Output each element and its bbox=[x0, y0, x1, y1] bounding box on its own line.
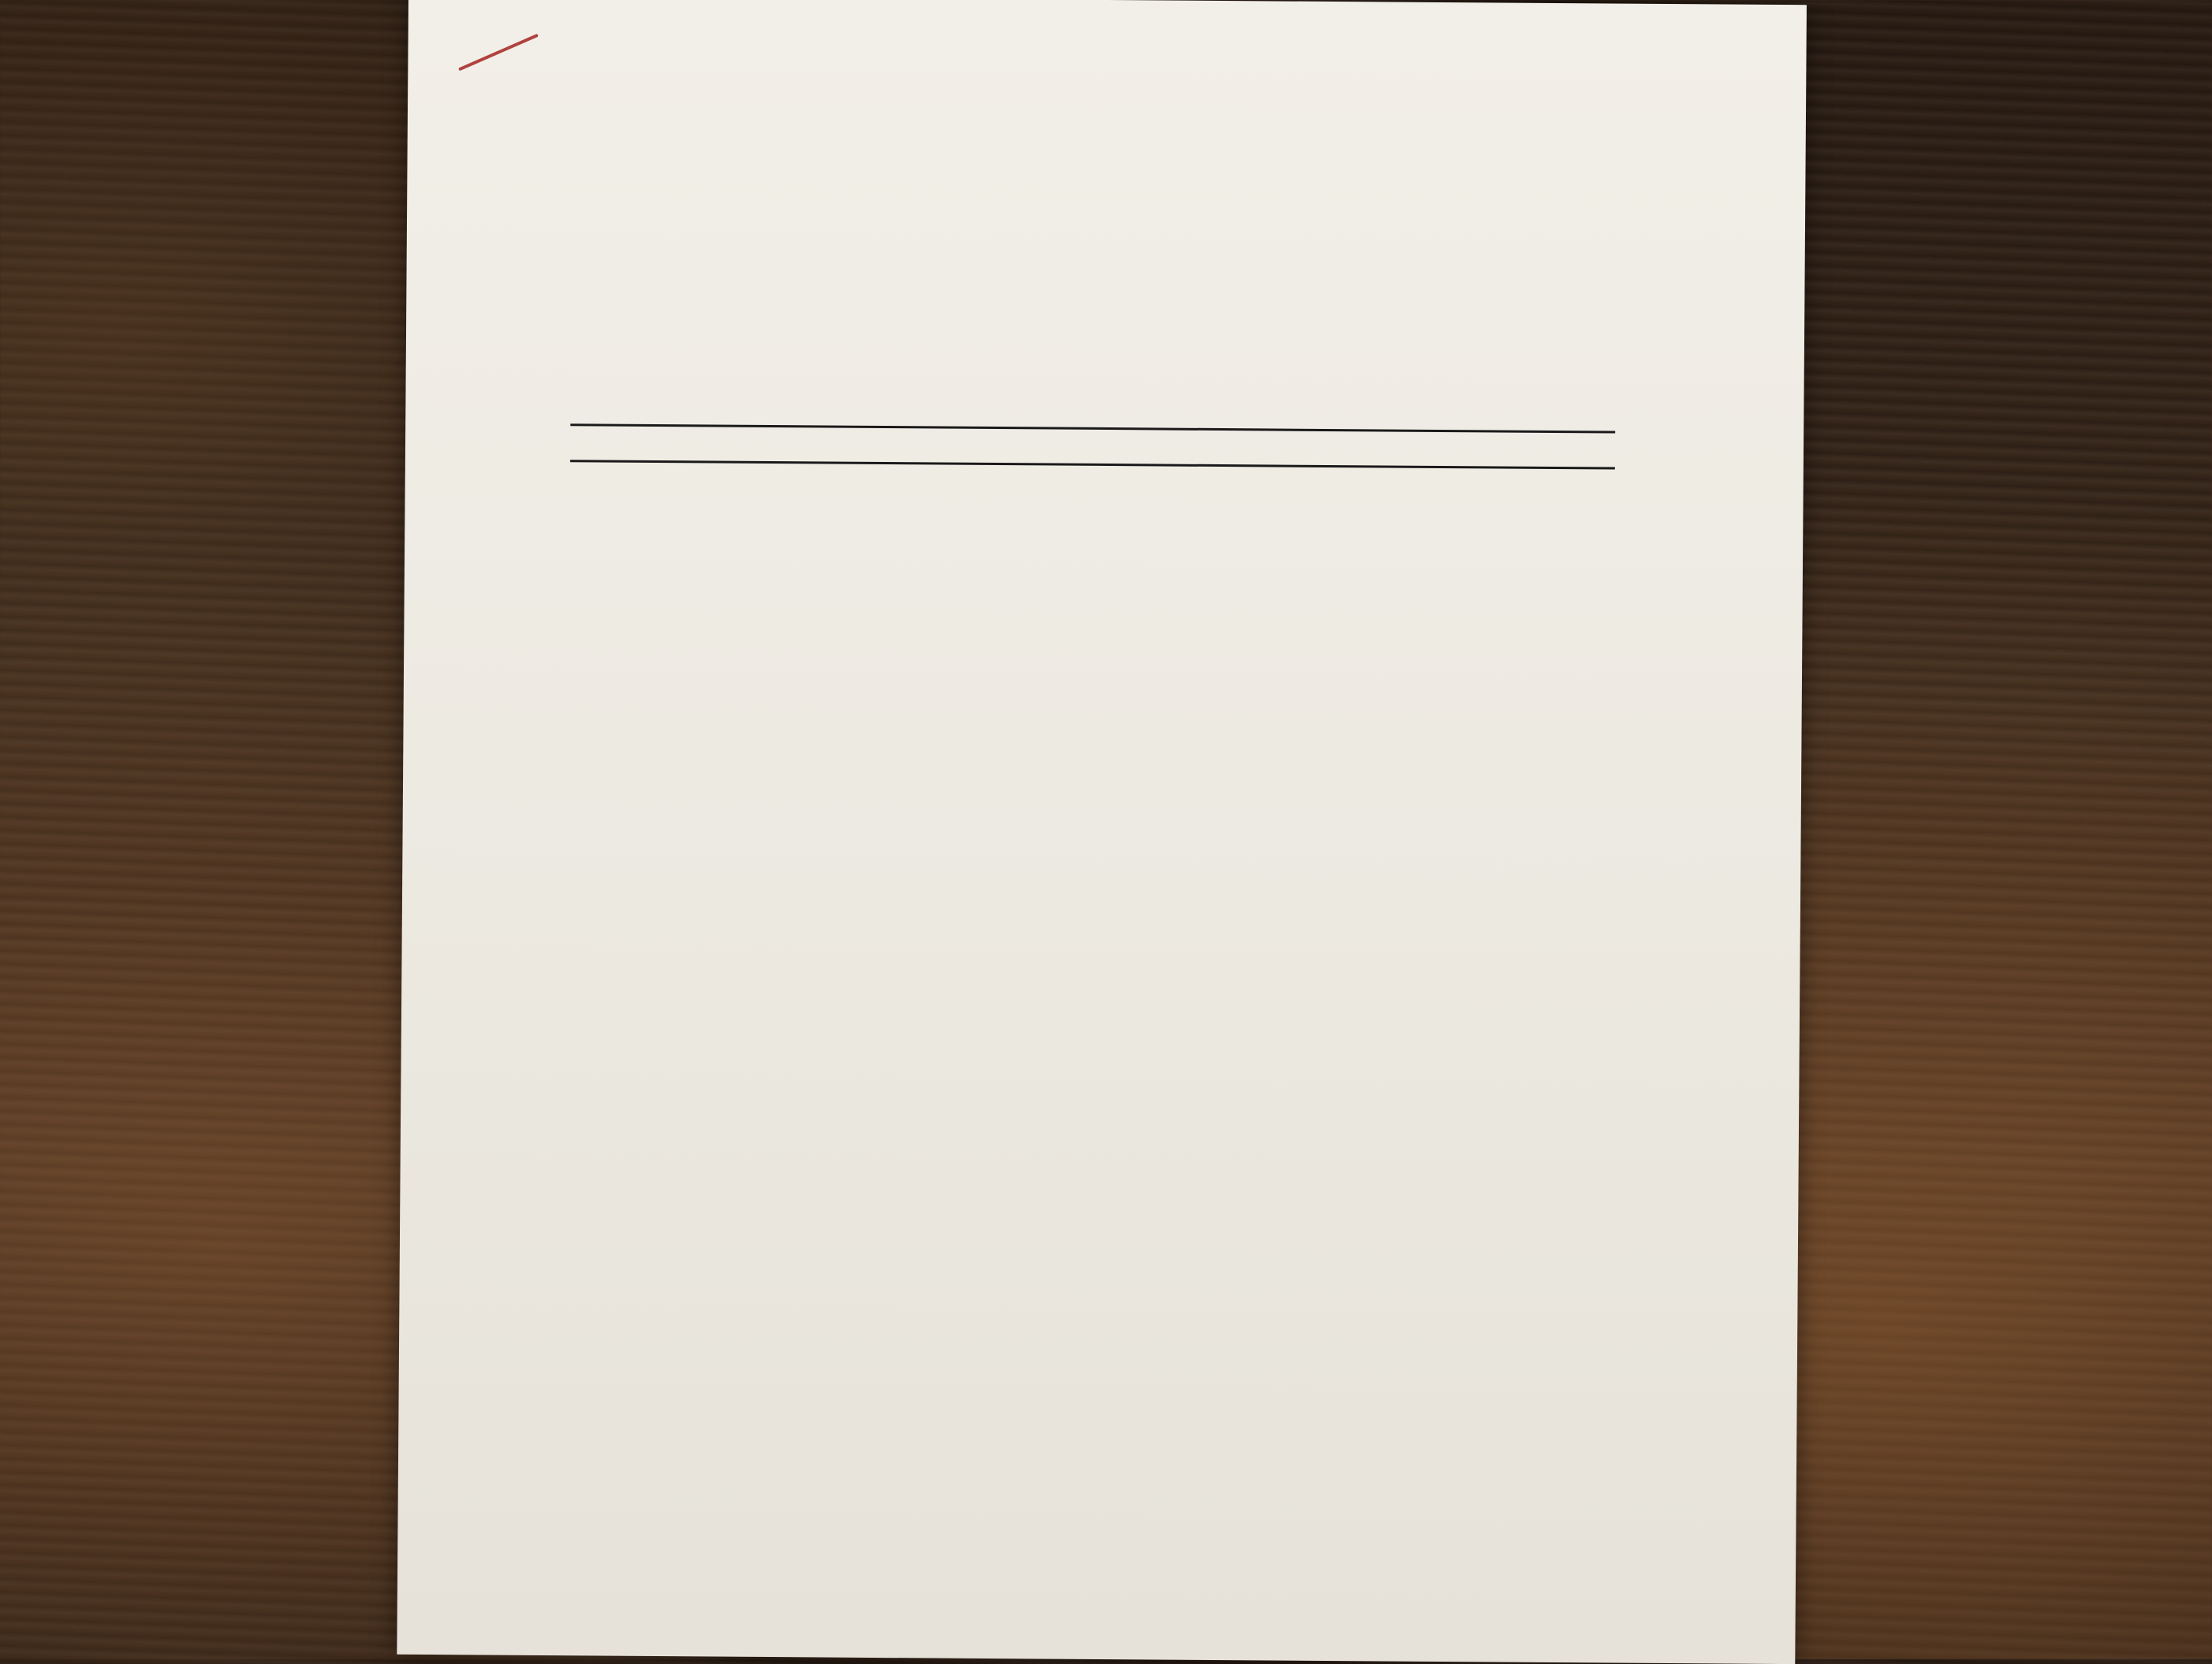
coagulation-table bbox=[408, 0, 1807, 5]
differential-table bbox=[408, 0, 1807, 5]
pen-mark bbox=[458, 34, 538, 71]
header-rule-bottom bbox=[570, 460, 1615, 469]
lab-report-page bbox=[397, 0, 1807, 1664]
header-rule-top bbox=[570, 423, 1615, 433]
cbc-table bbox=[408, 0, 1807, 5]
interpretation-table bbox=[408, 0, 1807, 5]
